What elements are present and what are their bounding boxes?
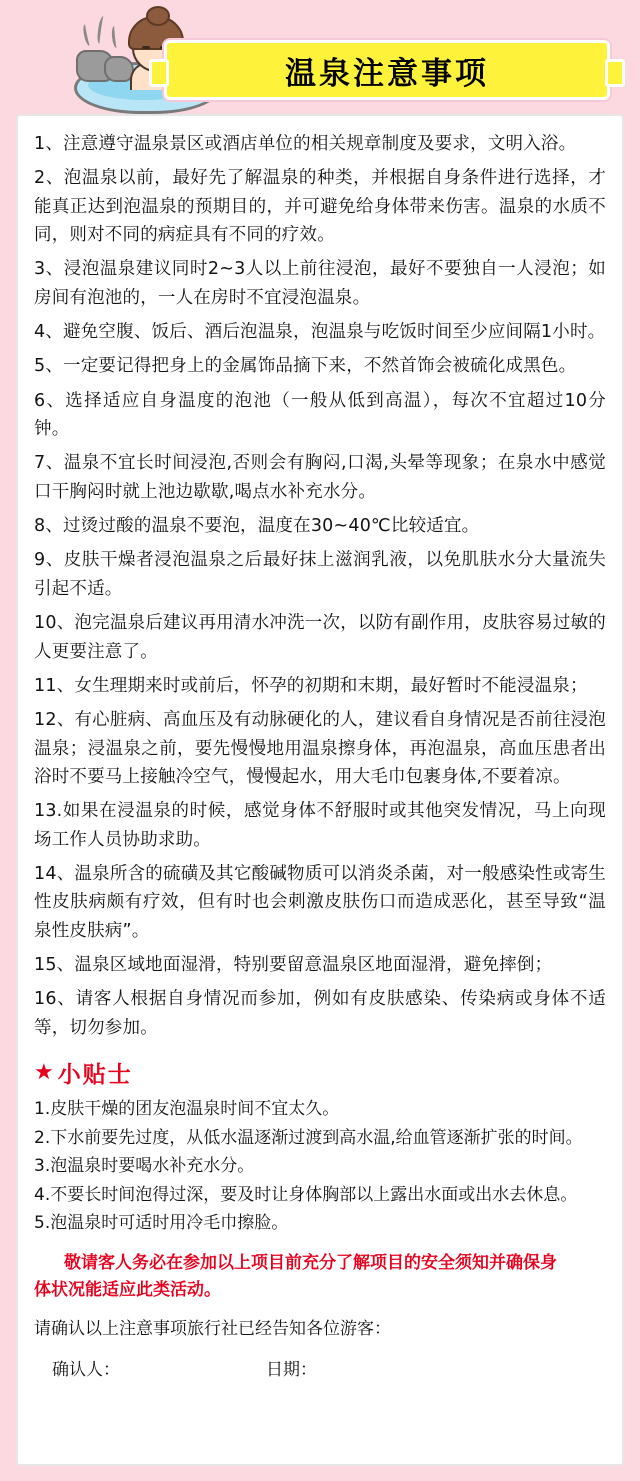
notice-item: 2、泡温泉以前，最好先了解温泉的种类，并根据自身条件进行选择，才能真正达到泡温泉的预期目的，并可避免给身体带来伤害。温泉的水质不同，则对不同的病症具有不同的疗效。 [34,168,606,246]
notice-item: 4、避免空腹、饭后、酒后泡温泉，泡温泉与吃饭时间至少应间隔1小时。 [34,322,606,343]
tip-item: 1.皮肤干燥的团友泡温泉时间不宜太久。 [34,1098,340,1119]
girl-bun-icon [146,6,170,26]
signature-row [34,1355,606,1380]
signer-field[interactable] [52,1355,216,1380]
notice-item: 7、温泉不宜长时间浸泡,否则会有胸闷,口渴,头晕等现象；在泉水中感觉口干胸闷时就上池边歇歇,喝点水补充水分。 [34,453,606,502]
star-icon: ★ [34,1059,54,1085]
tips-header [34,1056,606,1089]
steam-icon [96,16,107,45]
notice-item: 12、有心脏病、高血压及有动脉硬化的人，建议看自身情况是否前往浸泡温泉；浸温泉之前，要先慢慢地用温泉擦身体，再泡温泉，高血压患者出浴时不要马上接触冷空气，慢慢起水，用大毛巾包裹身体,不要着凉。 [34,710,606,787]
notice-item: 5、一定要记得把身上的金属饰品摘下来，不然首饰会被硫化成黑色。 [34,356,577,377]
tip-item: 5.泡温泉时可适时用冷毛巾擦脸。 [34,1213,289,1234]
notice-item: 14、温泉所含的硫磺及其它酸碱物质可以消炎杀菌，对一般感染性或寄生性皮肤病颇有疗效，但有时也会刺激皮肤伤口而造成恶化，甚至导致“温泉性皮肤病”。 [34,863,606,941]
notice-item: 15、温泉区域地面湿滑，特别要留意温泉区地面湿滑，避免摔倒； [34,954,553,975]
notice-item: 9、皮肤干燥者浸泡温泉之后最好抹上滋润乳液，以免肌肤水分大量流失引起不适。 [34,550,606,599]
confirm-statement: 请确认以上注意事项旅行社已经告知各位游客： [34,1319,391,1340]
notice-card [16,114,624,1466]
tip-item: 3.泡温泉时要喝水补充水分。 [34,1156,255,1177]
date-label: 日期： [266,1360,317,1381]
tip-item: 4.不要长时间泡得过深，要及时让身体胸部以上露出水面或出水去休息。 [34,1184,578,1205]
notice-item: 8、过烫过酸的温泉不要泡，温度在30~40℃比较适宜。 [34,516,480,537]
header [14,10,630,110]
page-title: 温泉注意事项 [285,55,489,92]
safety-warning-line2: 体状况能适应此类活动。 [34,1279,221,1300]
steam-icon [111,26,120,49]
notice-item: 13.如果在浸温泉的时候，感觉身体不舒服时或其他突发情况，马上向现场工作人员协助求助。 [34,801,606,850]
notice-item: 1、注意遵守温泉景区或酒店单位的相关规章制度及要求，文明入浴。 [34,134,577,154]
notice-item: 16、请客人根据自身情况而参加，例如有皮肤感染、传染病或身体不适等，切勿参加。 [34,989,606,1038]
steam-icon [82,24,93,47]
notice-item: 3、浸泡温泉建议同时2~3人以上前往浸泡，最好不要独自一人浸泡；如房间有泡池的，一人在房时不宜浸泡温泉。 [34,259,606,308]
girl-eye-icon [142,46,150,49]
safety-warning [34,1250,606,1304]
notice-item: 10、泡完温泉后建议再用清水冲洗一次，以防有副作用，皮肤容易过敏的人更要注意了。 [34,613,606,662]
tips-title: 小贴士 [57,1061,133,1088]
signer-label: 确认人： [52,1360,120,1381]
signer-input[interactable] [124,1361,216,1380]
notice-item: 6、选择适应自身温度的泡池（一般从低到高温），每次不宜超过10分钟。 [34,390,606,440]
date-field[interactable] [266,1355,413,1380]
tip-item: 2.下水前要先过度，从低水温逐渐过渡到高水温,给血管逐渐扩张的时间。 [34,1127,583,1148]
notice-item: 11、女生理期来时或前后，怀孕的初期和末期，最好暂时不能浸温泉； [34,675,588,696]
date-input[interactable] [321,1361,413,1380]
safety-warning-line1: 敬请客人务必在参加以上项目前充分了解项目的安全须知并确保身 [64,1252,557,1273]
title-banner [164,40,610,100]
